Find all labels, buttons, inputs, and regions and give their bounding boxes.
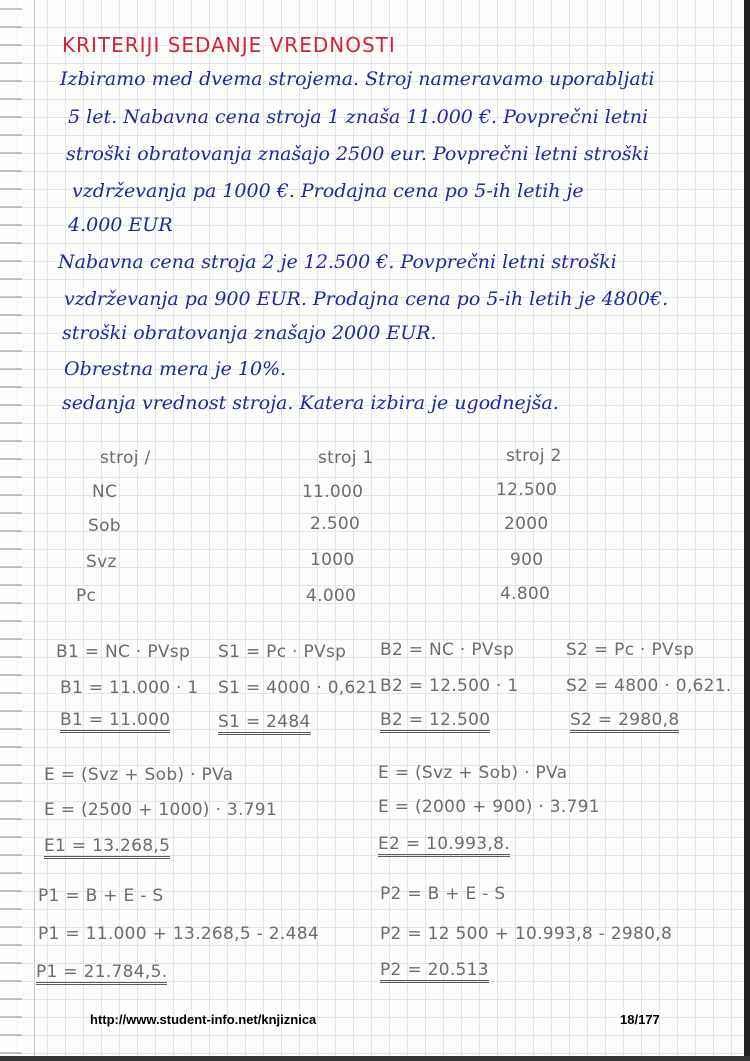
- text-line: Izbiramo med dvema strojema. Stroj nameravamo uporabljati: [60, 68, 655, 90]
- page-title: KRITERIJI SEDANJE VREDNOSTI: [62, 33, 396, 57]
- calc-s2-result: S2 = 2980,8: [570, 710, 679, 733]
- footer-url[interactable]: http://www.student-info.net/knjiznica: [90, 1012, 317, 1027]
- page-number: 18/177: [620, 1012, 660, 1027]
- table-cell: 2000: [504, 514, 549, 534]
- calc-s1-result: S1 = 2484: [218, 712, 311, 735]
- table-row-label: Svz: [86, 552, 117, 572]
- table-cell: 4.800: [500, 584, 551, 604]
- table-cell: 1000: [310, 550, 355, 570]
- calc-s1-formula: S1 = Pc · PVsp: [218, 642, 347, 662]
- text-line: vzdrževanja pa 1000 €. Prodajna cena po 5-ih letih je: [72, 180, 584, 202]
- table-header-stroj2: stroj 2: [506, 446, 562, 466]
- table-header-label: stroj /: [100, 448, 151, 468]
- scan-edge-right: [744, 0, 750, 1061]
- text-line: vzdrževanja pa 900 EUR. Prodajna cena po 5-ih letih je 4800€.: [64, 288, 669, 310]
- scan-edge-bottom: [0, 1056, 750, 1061]
- calc-e1-formula: E = (Svz + Sob) · PVa: [44, 765, 234, 785]
- calc-p1-formula: P1 = B + E - S: [38, 886, 164, 906]
- calc-e1-substitution: E = (2500 + 1000) · 3.791: [44, 800, 278, 820]
- table-row-label: Sob: [88, 516, 121, 536]
- table-cell: 900: [510, 550, 544, 570]
- calc-e2-formula: E = (Svz + Sob) · PVa: [378, 763, 568, 783]
- text-line: stroški obratovanja znašajo 2000 EUR.: [62, 322, 437, 344]
- calc-e1-result: E1 = 13.268,5: [44, 836, 170, 859]
- text-line: stroški obratovanja znašajo 2500 eur. Povprečni letni stroški: [66, 143, 650, 165]
- calc-b2-result: B2 = 12.500: [380, 710, 490, 733]
- text-line: 5 let. Nabavna cena stroja 1 znaša 11.000 €. Povprečni letni: [68, 106, 649, 128]
- calc-e2-result: E2 = 10.993,8.: [378, 834, 510, 857]
- text-line: 4.000 EUR: [68, 214, 173, 236]
- calc-p1-substitution: P1 = 11.000 + 13.268,5 - 2.484: [38, 924, 319, 944]
- table-cell: 12.500: [496, 480, 558, 500]
- calc-s1-substitution: S1 = 4000 · 0,621: [218, 678, 378, 698]
- calc-b1-formula: B1 = NC · PVsp: [56, 642, 191, 662]
- calc-p2-result: P2 = 20.513: [380, 960, 489, 983]
- margin-line: [34, 0, 35, 1061]
- table-cell: 2.500: [310, 514, 361, 534]
- calc-s2-formula: S2 = Pc · PVsp: [566, 640, 695, 660]
- calc-b1-substitution: B1 = 11.000 · 1: [60, 678, 199, 698]
- calc-b2-formula: B2 = NC · PVsp: [380, 640, 515, 660]
- text-line: Nabavna cena stroja 2 je 12.500 €. Povprečni letni stroški: [58, 251, 617, 273]
- table-cell: 11.000: [302, 482, 364, 502]
- calc-p2-formula: P2 = B + E - S: [380, 884, 506, 904]
- table-header-stroj1: stroj 1: [318, 448, 374, 468]
- table-row-label: NC: [92, 482, 118, 502]
- calc-e2-substitution: E = (2000 + 900) · 3.791: [378, 797, 600, 817]
- calc-b2-substitution: B2 = 12.500 · 1: [380, 676, 519, 696]
- text-line: sedanja vrednost stroja. Katera izbira je ugodnejša.: [62, 392, 559, 414]
- text-line: Obrestna mera je 10%.: [64, 358, 287, 380]
- table-row-label: Pc: [76, 586, 97, 606]
- calc-s2-substitution: S2 = 4800 · 0,621.: [566, 676, 732, 696]
- spiral-binding: [0, 0, 22, 1061]
- calc-b1-result: B1 = 11.000: [60, 710, 170, 733]
- calc-p2-substitution: P2 = 12 500 + 10.993,8 - 2980,8: [380, 924, 673, 944]
- calc-p1-result: P1 = 21.784,5.: [36, 962, 167, 985]
- table-cell: 4.000: [306, 586, 357, 606]
